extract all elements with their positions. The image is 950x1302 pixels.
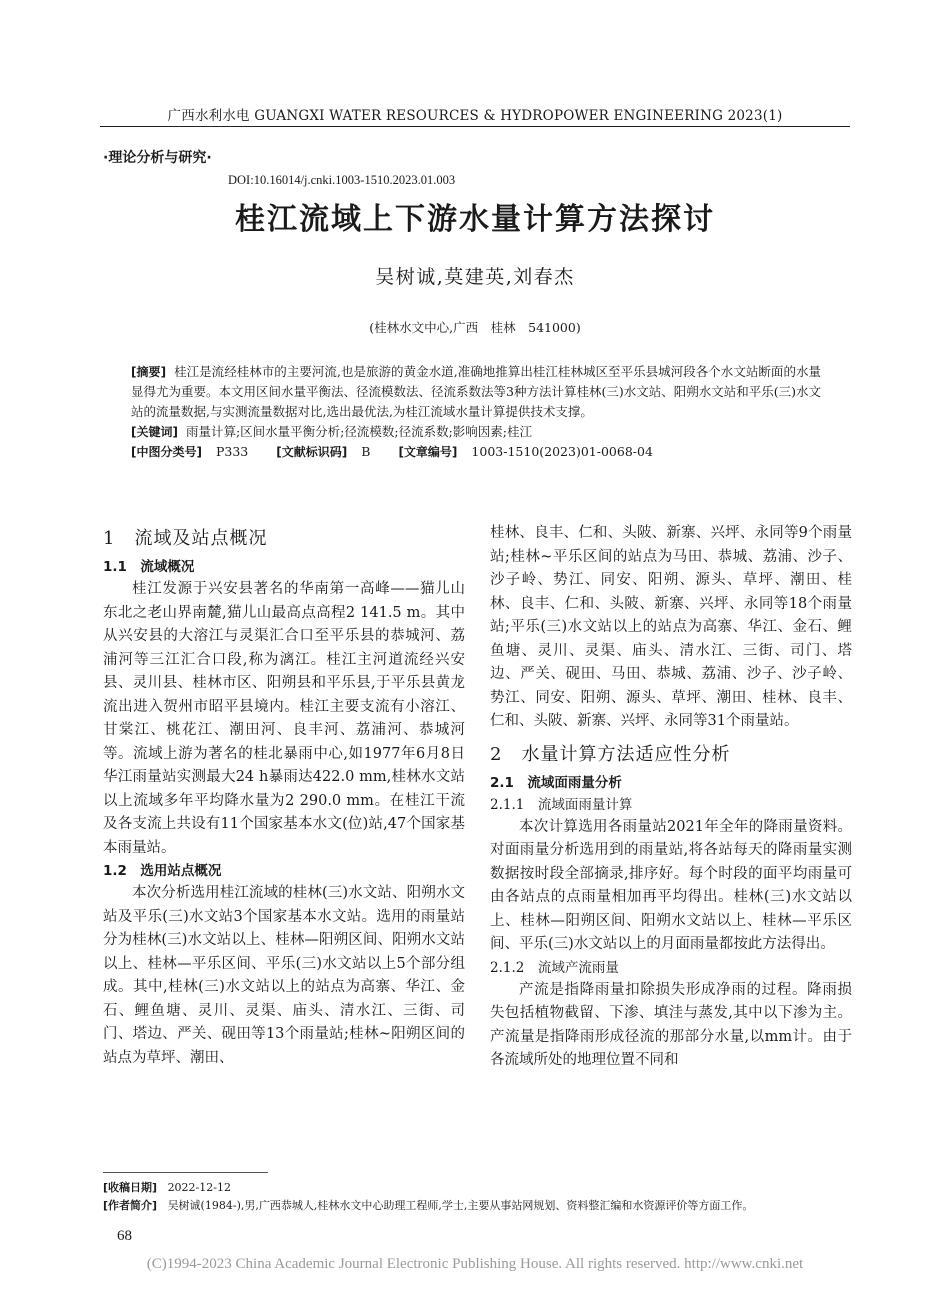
section-1-1-paragraph: 桂江发源于兴安县著名的华南第一高峰——猫儿山东北之老山界南麓,猫儿山最高点高程2 141.5 m。其中从兴安县的大溶江与灵渠汇合口至平乐县的恭城河、荔浦河等三江汇合口段,称为漓江。桂江主河道流经兴安县、灵川县、桂林市区、阳朔县和平乐县,于平乐县黄龙流出进入贺州市昭平县境内。桂江主要支流有小溶江、甘棠江、桃花江、潮田河、良丰河、荔浦河、恭城河等。流域上游为著名的桂北暴雨中心,如1977年6月8日华江雨量站实测最大24 h暴雨达422.0 mm,桂林水文站以上流域多年平均降水量为2 290.0 mm。在桂江干流及各支流上共设有11个国家基本水文(位)站,47个国家基本雨量站。 [103, 581, 465, 856]
abstract-block [131, 362, 821, 462]
left-column [103, 522, 465, 1070]
page-number: 68 [117, 1228, 132, 1244]
article-no-value: 1003-1510(2023)01-0068-04 [471, 444, 653, 459]
doi: DOI:10.16014/j.cnki.1003-1510.2023.01.003 [228, 173, 456, 187]
section-2-1-1-paragraph: 本次计算选用各雨量站2021年全年的降雨量资料。对面雨量分析选用到的雨量站,将各站每天的降雨量实测数据按时段全部摘录,排序好。每个时段的面平均雨量可由各站点的点雨量相加再平均得出。桂林(三)水文站以上、桂林—阳朔区间、阳朔水文站以上、桂林—平乐区间、平乐(三)水文站以上的月面雨量都按此方法得出。 [490, 818, 852, 952]
clc-label: [中图分类号] [131, 445, 202, 459]
article-title: 桂江流域上下游水量计算方法探讨 [235, 202, 715, 237]
section-2-1-1-heading: 2.1.1 流域面雨量计算 [490, 796, 633, 813]
section-1-2-heading: 1.2 选用站点概况 [103, 863, 222, 879]
abstract-text: 桂江是流经桂林市的主要河流,也是旅游的黄金水道,准确地推算出桂江桂林城区至平乐县城河段各个水文站断面的水量显得尤为重要。本文用区间水量平衡法、径流模数法、径流系数法等3种方法计算桂林(三)水文站、阳朔水文站和平乐(三)水文站的流量数据,与实测流量数据对比,选出最优法,为桂江流域水量计算提供技术支撑。 [131, 364, 821, 419]
classification-row [131, 442, 821, 462]
section-2-1-2-heading: 2.1.2 流域产流雨量 [490, 959, 619, 976]
running-head: 广西水利水电 GUANGXI WATER RESOURCES & HYDROPOWER ENGINEERING 2023(1) [167, 108, 783, 124]
received-label: [收稿日期] [103, 1181, 158, 1194]
section-2-heading: 2 水量计算方法适应性分析 [490, 743, 731, 765]
received-date: 2022-12-12 [167, 1181, 231, 1194]
keywords-text: 雨量计算;区间水量平衡分析;径流模数;径流系数;影响因素;桂江 [185, 424, 532, 439]
abstract [131, 362, 821, 422]
keywords [131, 422, 821, 442]
keywords-label: [关键词] [131, 425, 178, 439]
abstract-label: [摘要] [131, 365, 167, 379]
header-rule [100, 126, 850, 127]
footnote-author [103, 1198, 753, 1214]
footnote-received [103, 1180, 231, 1196]
footnote-rule [103, 1172, 268, 1173]
right-column [490, 522, 852, 1073]
doc-code-label: [文献标识码] [276, 445, 348, 459]
column-label: ·理论分析与研究· [103, 150, 212, 166]
article-no-label: [文章编号] [398, 445, 458, 459]
article-authors: 吴树诚,莫建英,刘春杰 [375, 266, 575, 288]
section-2-1-heading: 2.1 流域面雨量分析 [490, 774, 622, 791]
section-1-2-paragraph: 本次分析选用桂江流域的桂林(三)水文站、阳朔水文站及平乐(三)水文站3个国家基本水文站。选用的雨量站分为桂林(三)水文站以上、桂林—阳朔区间、阳朔水文站以上、桂林—平乐区间、平乐(三)水文站以上5个部分组成。其中,桂林(三)水文站以上的站点为高寨、华江、金石、鲤鱼塘、灵川、灵渠、庙头、清水江、三街、司门、塔边、严关、砚田等13个雨量站;桂林~阳朔区间的站点为草坪、潮田、 [103, 885, 465, 1066]
section-1-2-paragraph-continued: 桂林、良丰、仁和、头陂、新寨、兴坪、永同等9个雨量站;桂林~平乐区间的站点为马田、恭城、荔浦、沙子、沙子岭、势江、同安、阳朔、源头、草坪、潮田、桂林、良丰、仁和、头陂、新寨、兴坪、永同等18个雨量站;平乐(三)水文站以上的站点为高寨、华江、金石、鲤鱼塘、灵川、灵渠、庙头、清水江、三街、司门、塔边、严关、砚田、马田、恭城、荔浦、沙子、沙子岭、势江、同安、阳朔、源头、草坪、潮田、桂林、良丰、仁和、头陂、新寨、兴坪、永同等31个雨量站。 [490, 525, 852, 729]
section-1-1-heading: 1.1 流域概况 [103, 559, 195, 575]
doc-code-value: B [361, 444, 371, 459]
section-1-heading: 1 流域及站点概况 [103, 528, 268, 549]
clc-value: P333 [215, 444, 249, 459]
author-bio: 吴树诚(1984-),男,广西恭城人,桂林水文中心助理工程师,学士,主要从事站网规划、资料整汇编和水资源评价等方面工作。 [167, 1199, 754, 1212]
author-label: [作者简介] [103, 1199, 158, 1212]
publisher-watermark: (C)1994-2023 China Academic Journal Electronic Publishing House. All rights reserved. http://www.cnki.net [146, 1256, 804, 1272]
section-2-1-2-paragraph: 产流是指降雨量扣除损失形成净雨的过程。降雨损失包括植物截留、下渗、填洼与蒸发,其中以下渗为主。产流量是指降雨形成径流的那部分水量,以mm计。由于各流域所处的地理位置不同和 [490, 981, 852, 1068]
article-affiliation: (桂林水文中心,广西 桂林 541000) [369, 320, 581, 335]
